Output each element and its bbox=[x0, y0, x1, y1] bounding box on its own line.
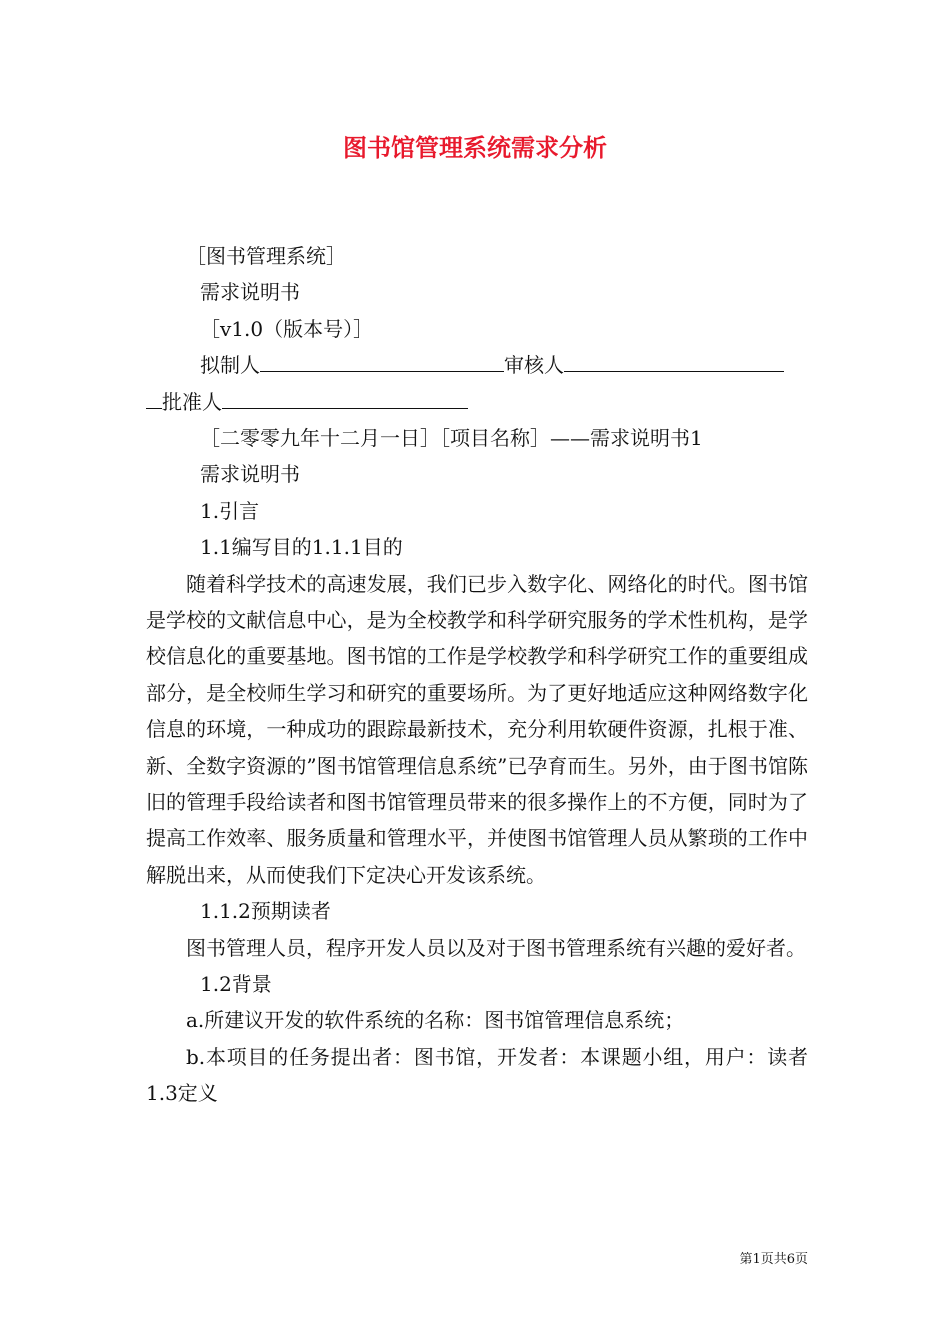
cover-date-project: ［二零零九年十二月一日］［项目名称］——需求说明书1 bbox=[200, 425, 703, 450]
document-body bbox=[146, 238, 808, 1112]
paragraph-readers: 图书管理人员，程序开发人员以及对于图书管理系统有兴趣的爱好者。 bbox=[186, 935, 806, 960]
page-footer: 第1页共6页 bbox=[739, 1252, 808, 1267]
drafter-blank bbox=[260, 349, 504, 372]
heading-readers: 1.1.2预期读者 bbox=[200, 899, 331, 924]
drafter-label: 拟制人 bbox=[200, 353, 260, 378]
approver-label: 批准人 bbox=[162, 389, 222, 414]
heading-doc: 需求说明书 bbox=[200, 462, 300, 487]
heading-purpose: 1.1编写目的1.1.1目的 bbox=[200, 535, 403, 560]
cover-approver-line bbox=[146, 384, 808, 420]
cover-system-name: ［图书管理系统］ bbox=[186, 244, 346, 268]
paragraph-background-b: b.本项目的任务提出者：图书馆，开发者：本课题小组，用户：读者1.3定义 bbox=[146, 1044, 808, 1106]
cover-version: ［v1.0（版本号）］ bbox=[200, 316, 374, 341]
paragraph-purpose: 随着科学技术的高速发展，我们已步入数字化、网络化的时代。图书馆是学校的文献信息中心，是为全校教学和科学研究服务的学术性机构，是学校信息化的重要基地。图书馆的工作是学校教学和科学研究工作的重要组成部分，是全校师生学习和研究的重要场所。为了更好地适应这种网络数字化信息的环境，一种成功的跟踪最新技术，充分利用软硬件资源，扎根于准、新、全数字资源的”图书馆管理信息系统”已孕育而生。另外，由于图书馆陈旧的管理手段给读者和图书馆管理员带来的很多操作上的不方便，同时为了提高工作效率、服务质量和管理水平，并使图书馆管理人员从繁琐的工作中解脱出来，从而使我们下定决心开发该系统。 bbox=[146, 571, 808, 887]
approver-lead-blank bbox=[146, 386, 162, 409]
cover-signature-line bbox=[146, 347, 808, 383]
cover-doc-type: 需求说明书 bbox=[200, 280, 300, 305]
reviewer-blank bbox=[564, 349, 784, 372]
reviewer-label: 审核人 bbox=[504, 353, 564, 378]
approver-blank bbox=[222, 386, 468, 409]
heading-introduction: 1.引言 bbox=[200, 498, 260, 523]
heading-background: 1.2背景 bbox=[200, 971, 272, 996]
paragraph-background-a: a.所建议开发的软件系统的名称：图书馆管理信息系统； bbox=[186, 1008, 685, 1033]
page-title: 图书馆管理系统需求分析 bbox=[343, 133, 607, 162]
